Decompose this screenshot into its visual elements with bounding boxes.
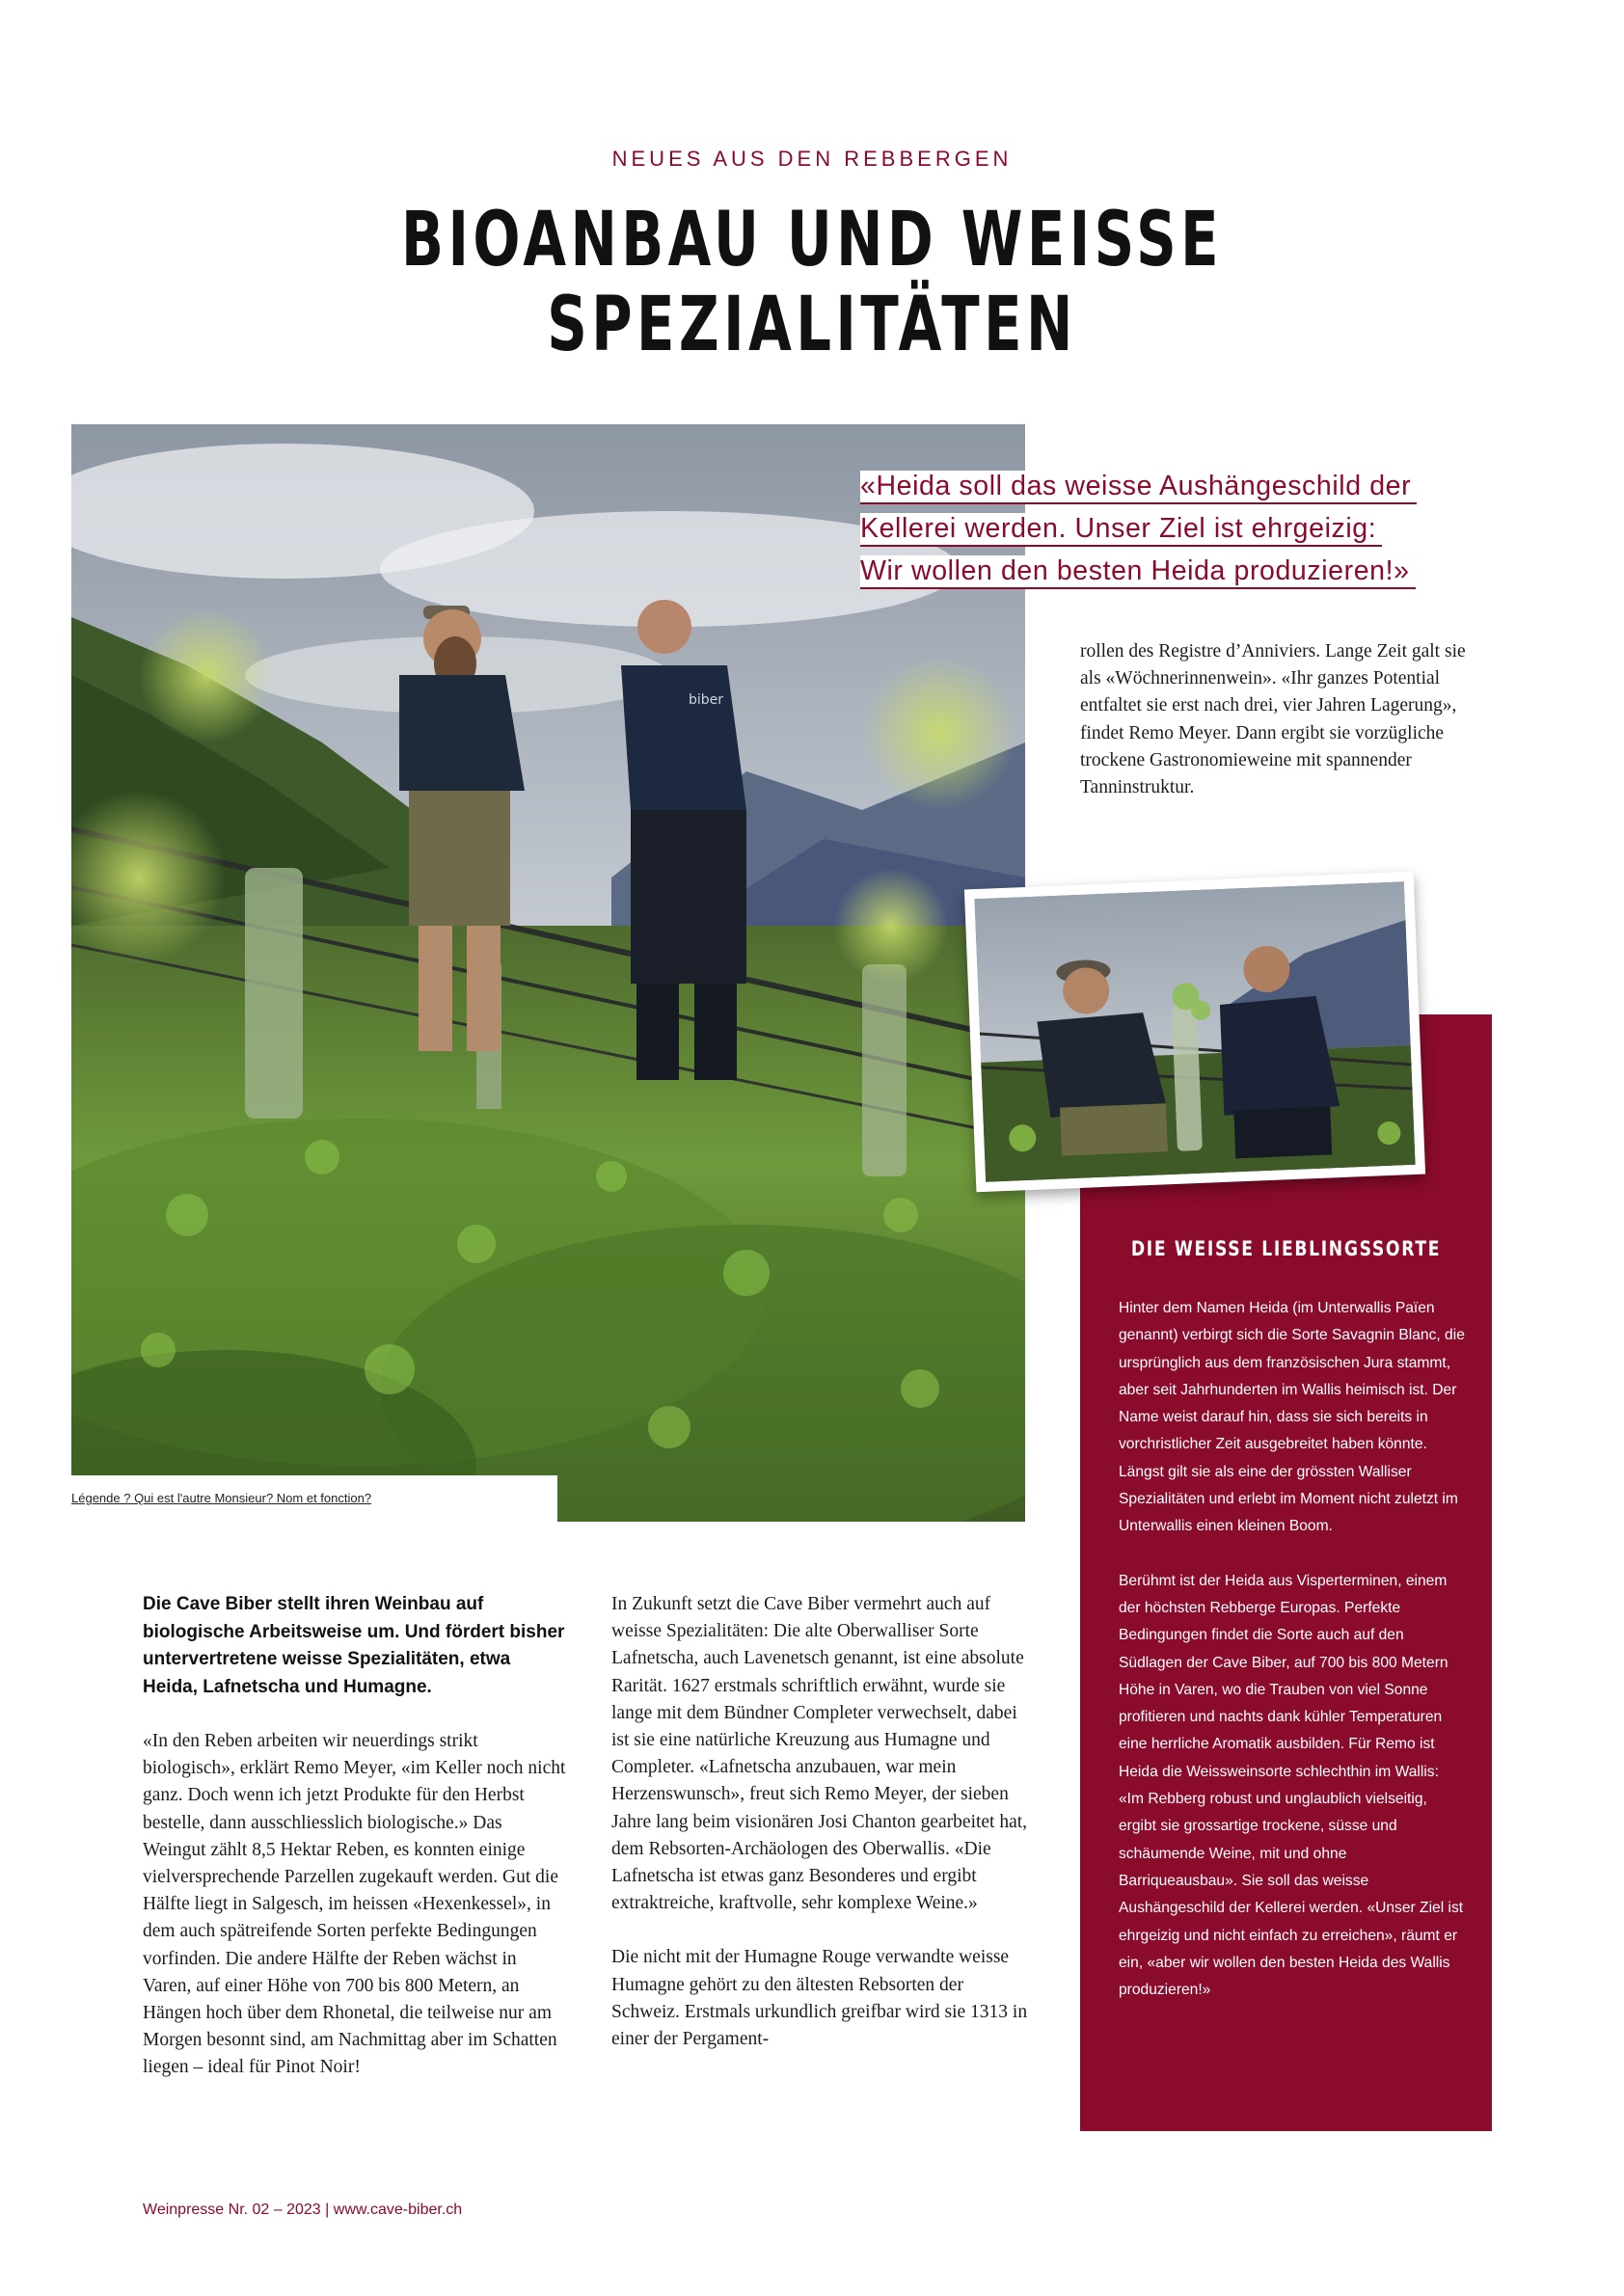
article-paragraph: «In den Reben arbeiten wir neuerdings strikt biologisch», erklärt Remo Meyer, «im Keller noch nicht ganz. Doch wenn ich jetzt Produkte für den Herbst bestelle, dann ausschliesslich biologische.» Das Weingut zählt 8,5 Hektar Reben, es konnten einige vielversprechende Parzellen zugekauft werden. Gut die Hälfte liegt in Salgesch, im heissen «Hexenkessel», in dem auch spätreifende Sorten perfekte Bedingungen vorfinden. Die andere Hälfte der Reben wächst in Varen, auf einer Höhe von 700 bis 800 Metern, an Hängen hoch über dem Rhonetal, die teilweise nur am Morgen besonnt sind, am Nachmittag aber im Schatten liegen – ideal für Pinot Noir! (143, 1731, 566, 2078)
article-paragraph: In Zukunft setzt die Cave Biber vermehrt auch auf weisse Spezialitäten: Die alte Oberwalliser Sorte Lafnetscha, auch Lavenetsch genannt, ist eine absolute Rarität. 1627 erstmals schriftlich erwähnt, wurde sie lange mit dem Bündner Completer verwechselt, dabei ist sie eine natürliche Kreuzung aus Humagne und Completer. «Lafnetscha anzubauen, war mein Herzenswunsch», freut sich Remo Meyer, der sieben Jahre lang beim visionären Josi Chanton gearbeitet hat, dem Rebsorten-Archäologen des Oberwallis. «Die Lafnetscha ist etwas ganz Besonderes und ergibt extraktreiche, kraftvolle, sehr komplexe Weine.» (611, 1594, 1028, 1914)
polaroid-photo (964, 872, 1425, 1192)
section-kicker: NEUES AUS DEN REBBERGEN (611, 147, 1013, 171)
page-footer (143, 2201, 462, 2219)
sidebar-paragraph: Berühmt ist der Heida aus Visperterminen, einem der höchsten Rebberge Europas. Perfekte Bedingungen findet die Sorte auch auf den Südlagen der Cave Biber, auf 700 bis 800 Metern Höhe in Varen, wo die Trauben von viel Sonne profitieren und nachts dank kühler Temperaturen eine herrliche Aromatik ausbilden. Für Remo ist Heida die Weissweinsorte schlechthin im Wallis: «Im Rebberg robust und unglaublich vielseitig, ergibt sie grossartige trockene, süsse und schäumende Weine, mit und ohne Barriqueausbau». Sie soll das weisse Aushängeschild der Kellerei werden. «Unser Ziel ist ehrgeizig und nicht einfach zu erreichen», räumt er ein, «aber wir wollen den besten Heida des Wallis produzieren!» (1119, 1572, 1464, 1999)
page-title (384, 198, 1240, 367)
article-paragraph: Die nicht mit der Humagne Rouge verwandte weisse Humagne gehört zu den ältesten Rebsorten der Schweiz. Erstmals urkundlich greifbar wird sie 1313 in einer der Pergament- (611, 1947, 1028, 2050)
article-column-2 (611, 1591, 1036, 2053)
sidebar-paragraph: Hinter dem Namen Heida (im Unterwallis Païen genannt) verbirgt sich die Sorte Savagnin Blanc, die ursprünglich aus dem französischen Jura stammt, aber seit Jahrhunderten im Wallis heimisch ist. Der Name weist darauf hin, dass sie sich bereits in vorchristlicher Zeit ausgebreitet haben könnte. Längst gilt sie als eine der grössten Walliser Spezialitäten und erlebt im Moment nicht zuletzt im Unterwallis einen kleinen Boom. (1119, 1300, 1465, 1535)
footer-issue: Weinpresse Nr. 02 – 2023 (143, 2201, 321, 2218)
quote-line-2: Kellerei werden. Unser Ziel ist ehrgeizig: (860, 513, 1382, 547)
article-column-1 (143, 1591, 567, 2082)
pull-quote (860, 465, 1506, 592)
title-line-2: SPEZIALITÄTEN (547, 282, 1077, 368)
photo-caption: Légende ? Qui est l'autre Monsieur? Nom et fonction? (71, 1491, 372, 1505)
article-lead: Die Cave Biber stellt ihren Weinbau auf biologische Arbeitsweise um. Und fördert bisher untervertretene weisse Spezialitäten, etwa Heida, Lafnetscha und Humagne. (143, 1594, 565, 1697)
article-column-right-top: rollen des Registre d’Anniviers. Lange Zeit galt sie als «Wöchnerinnenwein». «Ihr ganzes Potential entfaltet sie erst nach drei, vier Jahren Lagerung», findet Remo Meyer. Dann ergibt sie vorzügliche trockene Gastronomieweine mit spannender Tanninstruktur. (1080, 641, 1466, 798)
quote-line-1: «Heida soll das weisse Aushängeschild der (860, 471, 1417, 504)
quote-line-3: Wir wollen den besten Heida produzieren!» (860, 555, 1416, 589)
sidebar-title: DIE WEISSE LIEBLINGSSORTE (1130, 1237, 1442, 1260)
sidebar-text (1119, 1295, 1466, 2004)
vine-work-illustration (974, 881, 1415, 1182)
shirt-logo: biber (689, 692, 724, 708)
title-line-1: BIOANBAU UND WEISSE (401, 197, 1223, 284)
footer-separator: | (325, 2201, 330, 2218)
footer-website-link[interactable]: www.cave-biber.ch (333, 2201, 463, 2218)
